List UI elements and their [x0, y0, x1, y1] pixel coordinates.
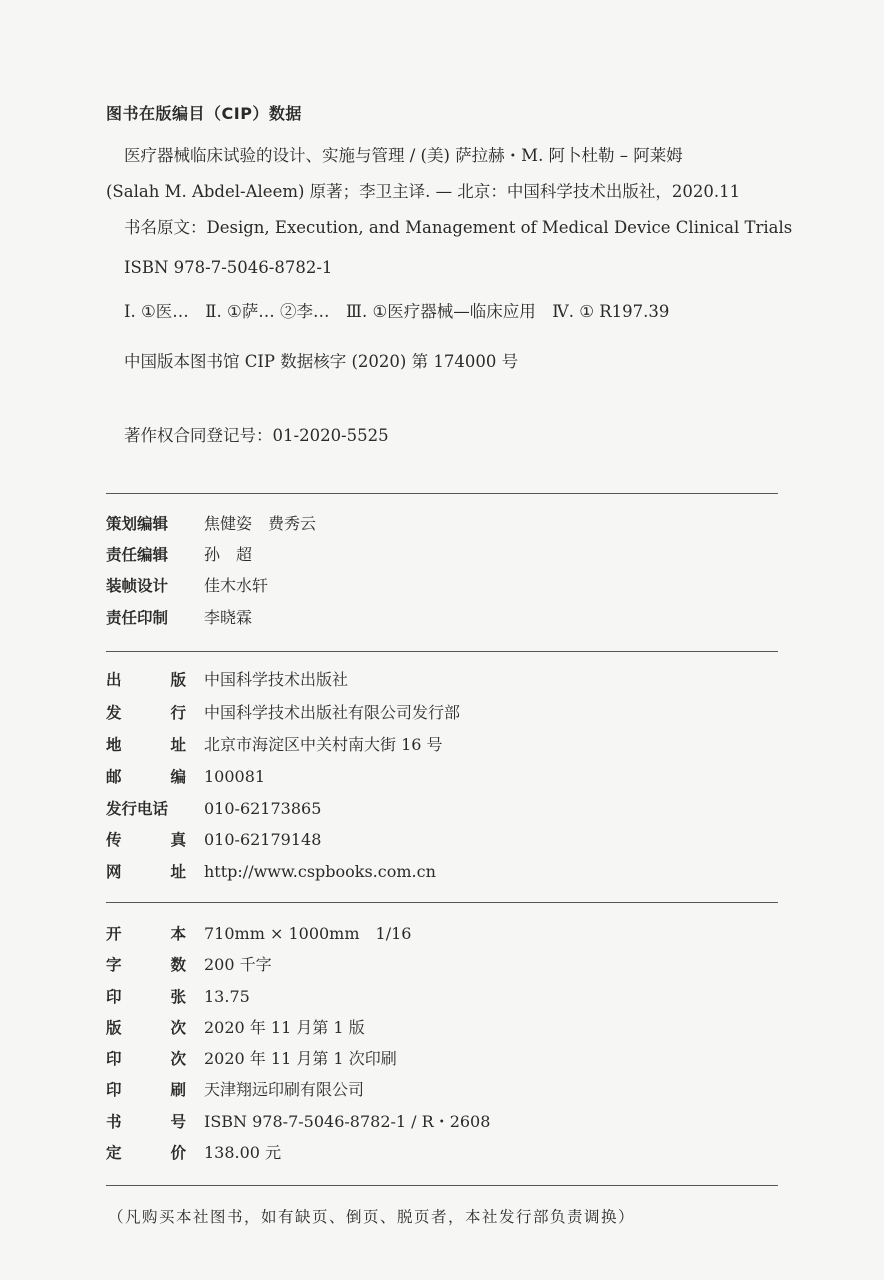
divider [106, 651, 778, 652]
row-label: 开 本 [106, 925, 186, 943]
publisher-row [106, 701, 460, 725]
row-value: 北京市海淀区中关村南大街 16 号 [204, 735, 443, 754]
row-label: 发 行 [106, 704, 186, 722]
editorial-row [106, 543, 252, 567]
row-label: 邮 编 [106, 768, 186, 786]
row-label: 版 次 [106, 1019, 186, 1037]
row-label: 印 张 [106, 988, 186, 1006]
spec-row [106, 1078, 364, 1102]
row-label: 传 真 [106, 831, 186, 849]
row-value: 佳木水轩 [204, 576, 269, 595]
publisher-row [106, 733, 443, 757]
row-label: 定 价 [106, 1144, 186, 1162]
divider [106, 1185, 778, 1186]
spec-row [106, 985, 250, 1009]
row-label: 网 址 [106, 863, 186, 881]
editorial-row [106, 512, 316, 536]
price-value: 138.00 元 [204, 1143, 282, 1162]
website-value: http://www.cspbooks.com.cn [204, 862, 436, 881]
row-label: 策划编辑 [106, 515, 169, 533]
replacement-notice: （凡购买本社图书，如有缺页、倒页、脱页者，本社发行部负责调换） [108, 1208, 636, 1226]
row-value: 13.75 [204, 987, 250, 1006]
row-value: 010-62173865 [204, 799, 322, 818]
publisher-row [106, 860, 436, 884]
spec-row [106, 1141, 281, 1165]
row-label: 出 版 [106, 671, 186, 689]
spec-row [106, 953, 272, 977]
publisher-row [106, 797, 321, 821]
spec-row [106, 1110, 490, 1134]
row-value: 中国科学技术出版社 [204, 670, 349, 689]
cip-classification-line: Ⅰ. ①医… Ⅱ. ①萨… ②李… Ⅲ. ①医疗器械—临床应用 Ⅳ. ① R197.39 [124, 302, 670, 321]
row-label: 字 数 [106, 956, 186, 974]
row-value: 200 千字 [204, 955, 272, 974]
row-value: ISBN 978-7-5046-8782-1 / R・2608 [204, 1112, 491, 1131]
divider [106, 902, 778, 903]
row-value: 2020 年 11 月第 1 版 [204, 1018, 365, 1037]
row-label: 责任印制 [106, 609, 169, 627]
row-value: 2020 年 11 月第 1 次印刷 [204, 1049, 397, 1068]
cip-heading: 图书在版编目（CIP）数据 [106, 104, 302, 123]
row-value: 100081 [204, 767, 266, 786]
editorial-row [106, 574, 268, 598]
row-value: 李晓霖 [204, 608, 253, 627]
row-value: 焦健姿 费秀云 [204, 514, 317, 533]
row-label: 地 址 [106, 736, 186, 754]
row-label: 装帧设计 [106, 577, 169, 595]
row-label: 发行电话 [106, 800, 169, 818]
row-value: 710mm × 1000mm 1/16 [204, 924, 412, 943]
cip-isbn-line: ISBN 978-7-5046-8782-1 [124, 258, 333, 277]
publisher-row [106, 828, 321, 852]
copyright-registration-line: 著作权合同登记号：01-2020-5525 [124, 426, 389, 445]
cip-author-line: (Salah M. Abdel-Aleem) 原著；李卫主译. — 北京：中国科学技术出版社，2020.11 [106, 182, 741, 201]
editorial-row [106, 606, 252, 630]
row-label: 印 次 [106, 1050, 186, 1068]
publisher-row [106, 765, 265, 789]
cip-title-line: 医疗器械临床试验的设计、实施与管理 / (美) 萨拉赫・M. 阿卜杜勒 – 阿莱姆 [124, 146, 683, 165]
spec-row [106, 1016, 365, 1040]
row-label: 责任编辑 [106, 546, 169, 564]
row-value: 010-62179148 [204, 830, 322, 849]
row-label: 印 刷 [106, 1081, 186, 1099]
divider [106, 493, 778, 494]
row-label: 书 号 [106, 1113, 186, 1131]
spec-row [106, 922, 411, 946]
row-value: 天津翔远印刷有限公司 [204, 1080, 365, 1099]
row-value: 孙 超 [204, 545, 253, 564]
cip-original-title-line: 书名原文：Design, Execution, and Management of Medical Device Clinical Trials [124, 218, 793, 237]
cip-data-number-line: 中国版本图书馆 CIP 数据核字 (2020) 第 174000 号 [124, 352, 519, 371]
publisher-row [106, 668, 348, 692]
row-value: 中国科学技术出版社有限公司发行部 [204, 703, 461, 722]
spec-row [106, 1047, 397, 1071]
